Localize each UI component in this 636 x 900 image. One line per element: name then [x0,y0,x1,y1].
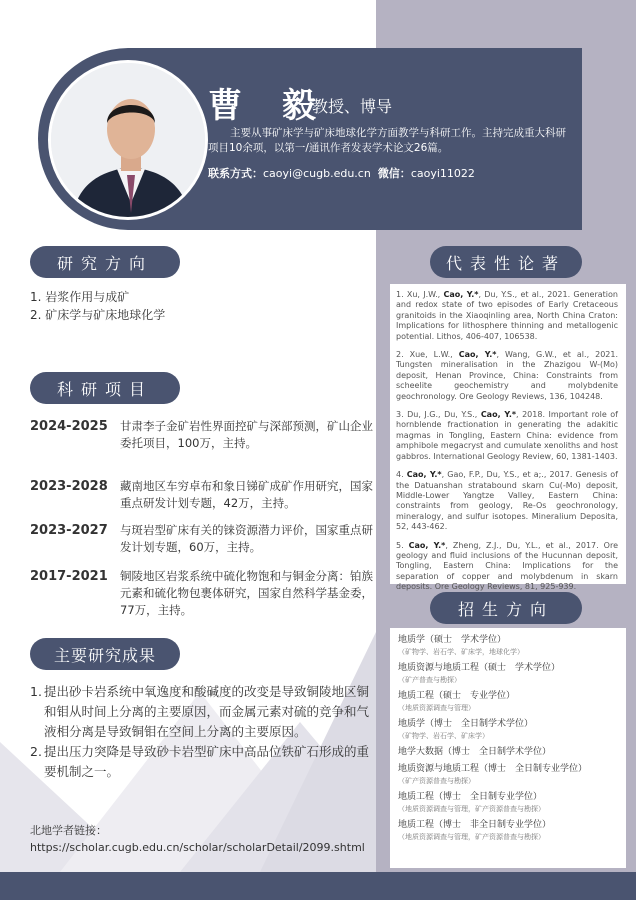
admission-item [398,690,618,714]
project-row [30,522,375,556]
admission-title: 地质工程（博士 非全日制专业学位） [398,820,552,830]
admission-item [398,791,618,815]
pub-authors: 2. Xue, L.W., [396,350,459,360]
publication-item [396,350,618,402]
publications-list [390,284,626,592]
achievement-number: 2. [30,744,42,759]
pub-details: , Wang, G.W., et al., 2021. Tungsten mineralisation in the Zhazigou W-(Mo) deposit, Henan Province, China: Constraints from scheelite geochemistry and molybdenite geochronology. Ore Geology Reviews, 136, 104248. [396,350,619,401]
admission-title: 地质学（硕士 学术学位） [398,635,507,645]
profile-photo [48,60,208,220]
research-heading: 研究方向 [30,246,180,278]
admission-title: 地质资源与地质工程（博士 全日制专业学位） [398,764,588,774]
pub-highlight-author: Cao, Y.* [406,470,442,480]
admission-sub: （矿物学、岩石学、矿床学） [398,732,489,740]
admission-item [398,718,618,742]
pub-highlight-author: Cao, Y.* [408,540,446,550]
pub-details: , Du, Y.S., et al., 2021. Generation and redox state of two episodes of Early Cretaceous granitoids in the Xiaoqinling area, North China Craton: Implications for lithosphere thinning and metallogenic potential. Lithos, 406-407, 106538. [396,290,618,341]
pub-authors: 1. Xu, J.W., [396,290,444,299]
admission-title: 地质资源与地质工程（硕士 学术学位） [398,663,561,673]
admissions-heading: 招生方向 [430,592,582,624]
project-row [30,418,375,452]
wechat-id: caoyi11022 [410,167,475,180]
project-desc: 藏南地区车穷卓布和象日锑矿成矿作用研究，国家重点研发计划专题，42万，主持。 [120,479,373,510]
scholar-label: 北地学者链接： [30,824,107,837]
publications-heading: 代表性论著 [430,246,582,278]
footer-bar [0,872,636,900]
achievements-list [30,682,375,782]
contact-line [208,165,475,181]
research-item: 2. 矿床学与矿床地球化学 [30,308,166,322]
achievement-item [30,682,375,742]
project-row [30,568,375,619]
admission-item [398,662,618,686]
pub-highlight-author: Cao, Y.* [443,290,479,299]
achievement-text: 提出砂卡岩系统中氧逸度和酸碱度的改变是导致铜陵地区铜和钼从时间上分离的主要原因，而金属元素对硫的竞争和气液相分离是导致铜钼在空间上分离的主要原因。 [44,684,370,739]
achievement-text: 提出压力突降是导致砂卡岩型矿床中高品位铁矿石形成的重要机制之一。 [44,744,370,779]
pub-authors: 3. Du, J.G., Du, Y.S., [396,410,481,420]
publication-item [396,541,618,593]
project-years: 2023-2028 [30,479,108,494]
wechat-label: 微信： [377,167,411,180]
project-years: 2024-2025 [30,419,108,434]
pub-authors: 5. [396,540,409,550]
admissions-list [390,628,626,868]
pub-highlight-author: Cao, Y.* [480,410,517,420]
person-name: 曹 毅 [208,86,330,126]
admission-title: 地质工程（博士 全日制专业学位） [398,792,543,802]
admission-sub: （地质资源调查与管理，矿产资源普查与勘探） [398,805,545,813]
email-link[interactable]: caoyi@cugb.edu.cn [263,167,371,180]
projects-heading: 科研项目 [30,372,180,404]
intro-text: 主要从事矿床学与矿床地球化学方面教学与科研工作。主持完成重大科研项目10余项，以第一/通讯作者发表学术论文26篇。 [208,127,566,154]
pub-details: , Zheng, Z.J., Du, Y.L., et al., 2017. Ore geology and fluid inclusions of the Hucunnan deposit, Tongling, Eastern China: Implications for the separation of copper and molybdenum in skarn deposits. Ore Geology Reviews, 81, 925-939. [396,540,618,592]
admission-item [398,819,618,843]
pub-authors: 4. [396,470,407,480]
admission-sub: （矿物学、岩石学、矿床学，地球化学） [398,648,524,656]
admission-item [398,634,618,658]
admission-title: 地学大数据（博士 全日制学术学位） [398,747,552,757]
achievements-heading: 主要研究成果 [30,638,180,670]
admission-sub: （矿产普查与勘探） [398,676,461,684]
admission-title: 地质工程（硕士 专业学位） [398,691,516,701]
scholar-url-link[interactable]: https://scholar.cugb.edu.cn/scholar/scholarDetail/2099.shtml [30,841,365,854]
publication-item [396,410,618,462]
achievement-number: 1. [30,684,42,699]
project-desc: 与斑岩型矿床有关的铼资源潜力评价，国家重点研发计划专题，60万，主持。 [120,523,373,554]
admission-title: 地质学（博士 全日制学术学位） [398,719,534,729]
contact-label: 联系方式： [208,167,263,180]
project-years: 2023-2027 [30,523,108,538]
project-row [30,478,375,512]
research-list [30,288,165,324]
person-title: 教授、博导 [312,97,393,116]
admission-sub: （矿产资源普查与勘探） [398,777,475,785]
pub-details: , Gao, F.P., Du, Y.S., et a;., 2017. Genesis of the Datuanshan stratabound skarn Cu(-Mo) deposit, Middle-Lower Yangtze Valley, Eastern China: constraints from geology, Re-Os geochronology, mineralogy, and sulfur isotopes. Mineralium Deposita, 52, 443-462. [396,470,619,532]
admission-sub: （地质资源调查与管理，矿产资源普查与勘探） [398,833,545,841]
admission-item [398,763,618,787]
publication-item [396,290,618,342]
achievement-item [30,742,375,782]
project-desc: 甘肃李子金矿岩性界面控矿与深部预测，矿山企业委托项目，100万，主持。 [120,419,373,450]
admission-item [398,746,618,759]
pub-details: , 2018. Important role of hornblende fractionation in generating the adakitic magmas in Tongling, Eastern China: evidence from amphibole megacryst and cumulate xenoliths and host gabbros. International Geology Review, 60, 1381-1403. [396,410,618,461]
admission-sub: （地质资源调查与管理） [398,704,475,712]
publication-item [396,470,618,532]
research-item: 1. 岩浆作用与成矿 [30,290,130,304]
project-years: 2017-2021 [30,569,108,584]
scholar-link-block [30,822,365,856]
pub-highlight-author: Cao, Y.* [458,350,497,360]
project-desc: 铜陵地区岩浆系统中硫化物饱和与铜金分离：铂族元素和硫化物包裹体研究，国家自然科学基金委，77万，主持。 [120,569,373,617]
